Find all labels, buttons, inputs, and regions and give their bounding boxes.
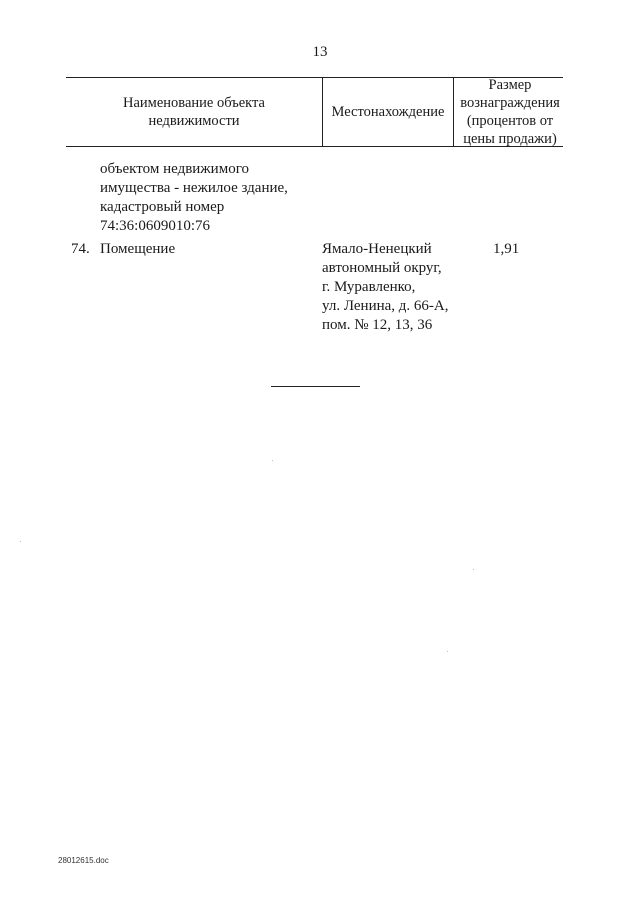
header-reward: Размер вознаграждения (процентов от цены продажи) <box>460 77 560 147</box>
end-divider <box>271 386 360 387</box>
scan-speck <box>20 541 21 542</box>
page-number: 13 <box>312 44 328 60</box>
row-reward: 1,91 <box>493 241 520 257</box>
scan-speck <box>447 651 448 652</box>
scan-speck <box>272 460 273 461</box>
row-number: 74. <box>71 241 90 257</box>
header-location: Местонахождение <box>331 104 445 120</box>
row-location: Ямало-Ненецкий автономный округ, г. Муравленко, ул. Ленина, д. 66-А, пом. № 12, 13, 36 <box>322 241 449 333</box>
scan-speck <box>473 569 474 570</box>
continuation-name-cell: объектом недвижимого имущества - нежилое здание, кадастровый номер 74:36:0609010:76 <box>100 161 288 234</box>
header-name: Наименование объекта недвижимости <box>123 95 265 129</box>
footer-filename: 28012615.doc <box>58 856 109 865</box>
row-name: Помещение <box>100 241 176 257</box>
